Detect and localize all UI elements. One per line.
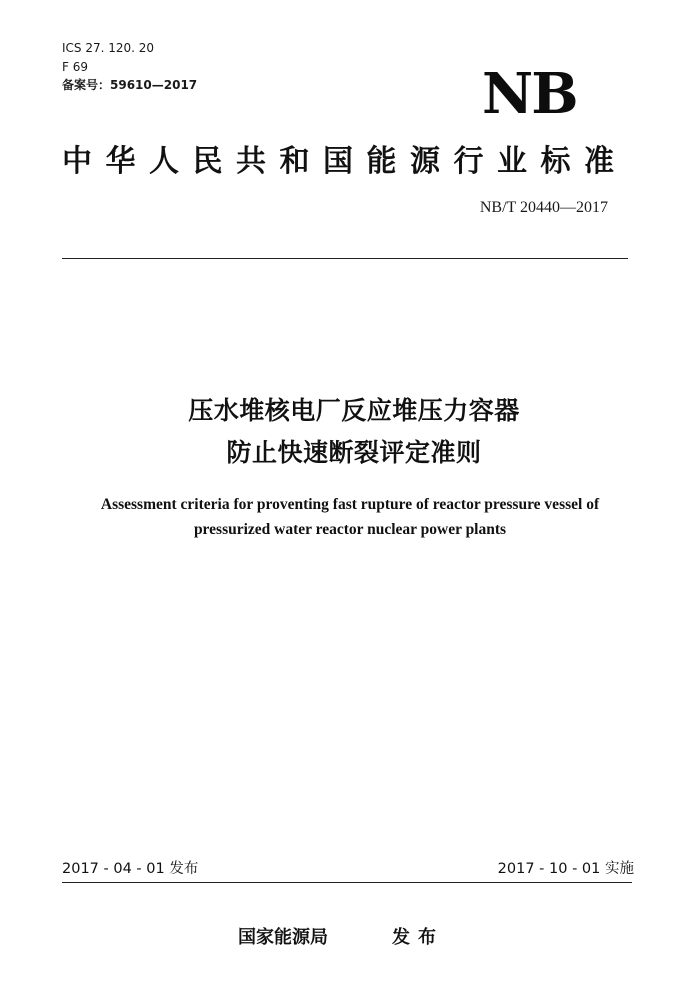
- implementation-date: 2017 - 10 - 01 实施: [497, 861, 634, 877]
- release-date: 2017 - 04 - 01 发布: [62, 861, 199, 877]
- title-cn-line-2: 防止快速断裂评定准则: [226, 438, 482, 467]
- title-en-line-2: pressurized water reactor nuclear power plants: [193, 521, 507, 538]
- standard-number: NB/T 20440—2017: [479, 199, 608, 216]
- ics-code: ICS 27. 120. 20: [62, 41, 155, 55]
- issue-label: 发布: [392, 927, 444, 948]
- industry-standard-title: 中华人民共和国能源行业标准: [62, 144, 628, 179]
- title-en-line-1: Assessment criteria for proventing fast rupture of reactor pressure vessel of: [100, 496, 600, 513]
- bottom-divider: [62, 882, 632, 883]
- filing-number: 备案号：59610—2017: [62, 78, 198, 92]
- title-cn-line-1: 压水堆核电厂反应堆压力容器: [188, 396, 520, 425]
- issuing-authority: 国家能源局: [238, 927, 328, 948]
- nb-logo: NB: [482, 61, 577, 127]
- top-divider: [62, 258, 628, 259]
- ccs-code: F 69: [62, 60, 88, 74]
